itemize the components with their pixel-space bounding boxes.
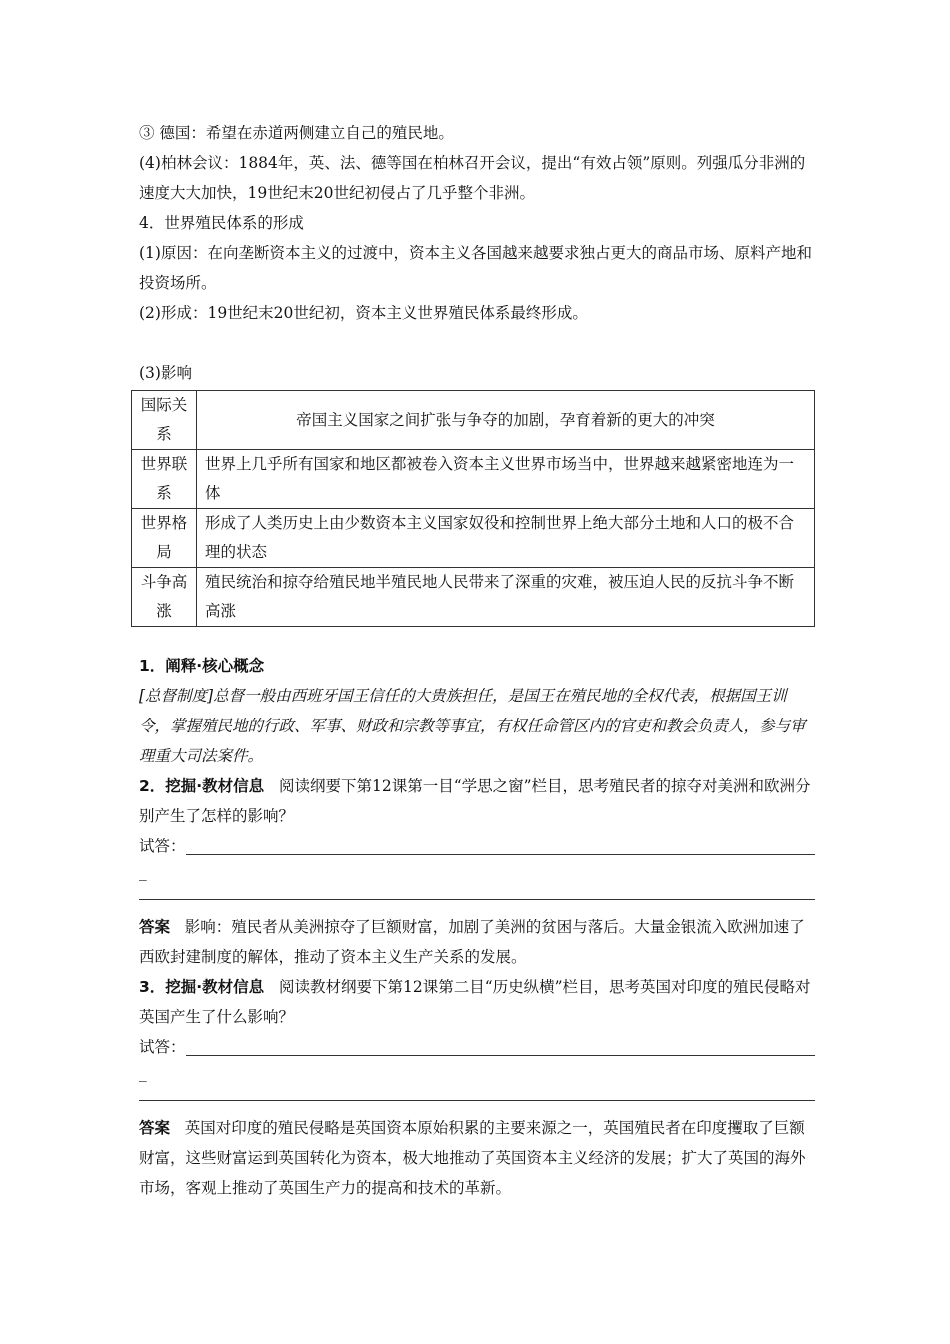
table-head-cell: 斗争高涨: [132, 568, 197, 627]
para-formation: (2)形成：19世纪末20世纪初，资本主义世界殖民体系最终形成。: [139, 304, 588, 322]
table-row: [132, 391, 815, 450]
answer-text: 影响：殖民者从美洲掠夺了巨额财富，加剧了美洲的贫困与落后。大量金银流入欧洲加速了西欧封建制度的解体，推动了资本主义生产关系的发展。: [139, 918, 805, 966]
para-germany: ③ 德国：希望在赤道两侧建立自己的殖民地。: [139, 124, 454, 142]
section2-text: 阅读纲要下第12课第一目“学思之窗”栏目，思考殖民者的掠夺对美洲和欧洲分别产生了怎样的影响？: [139, 777, 811, 825]
table-head-cell: 国际关系: [132, 391, 197, 450]
document-page: [139, 118, 815, 1203]
para-cause: (1)原因：在向垄断资本主义的过渡中，资本主义各国越来越要求独占更大的商品市场、原料产地和投资场所。: [139, 244, 812, 292]
section1-text: [总督制度]总督一般由西班牙国王信任的大贵族担任，是国王在殖民地的全权代表，根据国王训令，掌握殖民地的行政、军事、财政和宗教等事宜，有权任命管区内的官吏和教会负责人，参与审理重大司法案件。: [139, 687, 806, 765]
answer-label: 答案: [139, 918, 171, 936]
dash-mark: _: [139, 863, 147, 881]
section1-title: 1．阐释·核心概念: [139, 657, 265, 675]
section3-answer: [139, 1113, 815, 1203]
section2-question: [139, 771, 815, 831]
table-text-cell: 帝国主义国家之间扩张与争夺的加剧，孕育着新的更大的冲突: [197, 391, 815, 450]
answer-text: 英国对印度的殖民侵略是英国资本原始积累的主要来源之一，英国殖民者在印度攫取了巨额财富，这些财富运到英国转化为资本，极大地推动了英国资本主义经济的发展；扩大了英国的海外市场，客观上推动了英国生产力的提高和技术的革新。: [139, 1119, 806, 1197]
table-text-cell: 形成了人类历史上由少数资本主义国家奴役和控制世界上绝大部分土地和人口的极不合理的状态: [197, 509, 815, 568]
table-row: [132, 450, 815, 509]
dash-mark: _: [139, 1064, 147, 1082]
table-head-cell: 世界格局: [132, 509, 197, 568]
section2-answer: [139, 912, 815, 972]
answer-underline-full[interactable]: [139, 1084, 815, 1101]
para-berlin-conference: (4)柏林会议：1884年，英、法、德等国在柏林召开会议，提出“有效占领”原则。列强瓜分非洲的速度大大加快，19世纪末20世纪初侵占了几乎整个非洲。: [139, 154, 806, 202]
impact-table: [131, 390, 815, 627]
table-text-cell: 殖民统治和掠夺给殖民地半殖民地人民带来了深重的灾难，被压迫人民的反抗斗争不断高涨: [197, 568, 815, 627]
section3-text: 阅读教材纲要下第12课第二目“历史纵横”栏目，思考英国对印度的殖民侵略对英国产生了什么影响？: [139, 978, 811, 1026]
answer-label: 答案: [139, 1119, 171, 1137]
para-impact: (3)影响: [139, 364, 192, 382]
answer-line[interactable]: [139, 1032, 815, 1062]
section3-question: [139, 972, 815, 1032]
answer-line[interactable]: [139, 831, 815, 861]
heading-colonial-system: 4．世界殖民体系的形成: [139, 214, 304, 232]
section2-title: 2．挖掘·教材信息: [139, 777, 265, 795]
table-head-cell: 世界联系: [132, 450, 197, 509]
answer-prompt: 试答：: [139, 837, 186, 855]
answer-underline[interactable]: [186, 1035, 815, 1056]
answer-underline[interactable]: [186, 834, 815, 855]
answer-underline-full[interactable]: [139, 883, 815, 900]
table-row: [132, 509, 815, 568]
section3-title: 3．挖掘·教材信息: [139, 978, 265, 996]
table-text-cell: 世界上几乎所有国家和地区都被卷入资本主义世界市场当中，世界越来越紧密地连为一体: [197, 450, 815, 509]
table-row: [132, 568, 815, 627]
answer-prompt: 试答：: [139, 1038, 186, 1056]
